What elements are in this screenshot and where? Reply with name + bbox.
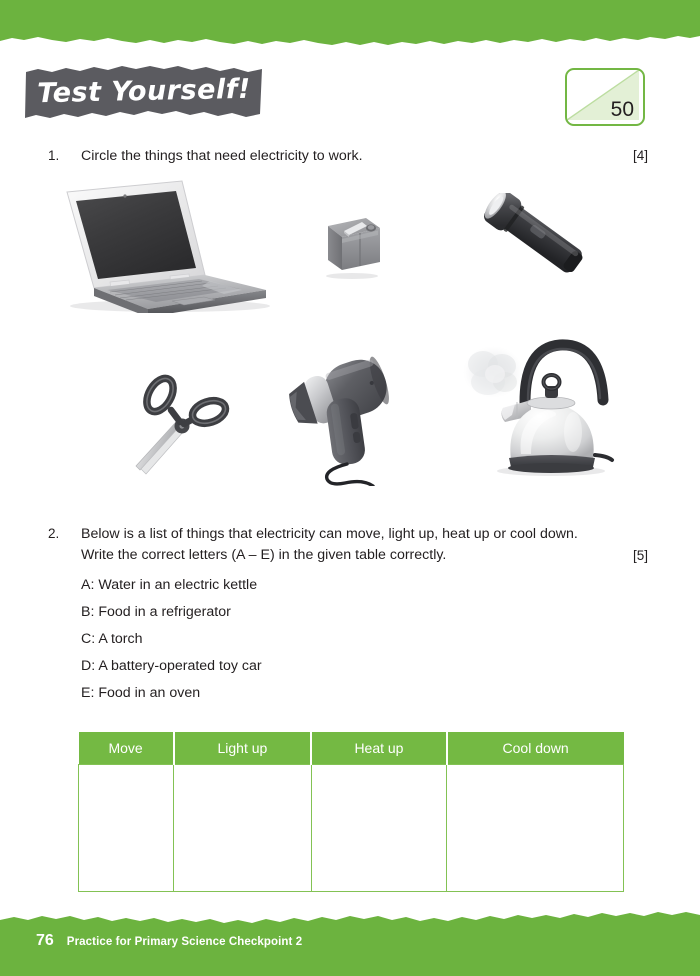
top-decorative-band: [0, 0, 700, 48]
footer-text: [36, 932, 302, 950]
test-yourself-banner: [24, 64, 264, 120]
laptop-image: [52, 178, 277, 313]
table-header-heat-up: Heat up: [311, 732, 447, 765]
score-box: [565, 68, 645, 126]
list-item: C: A torch: [81, 631, 143, 647]
footer-book-title: Practice for Primary Science Checkpoint 2: [66, 936, 303, 948]
answer-table: [78, 732, 624, 892]
answer-cell-heat-up[interactable]: [311, 765, 447, 892]
page-title: Test Yourself!: [36, 73, 252, 109]
list-item: B: Food in a refrigerator: [81, 604, 231, 620]
torch-image: [478, 193, 598, 298]
answer-cell-move[interactable]: [79, 765, 174, 892]
pencil-sharpener-image: [318, 208, 388, 280]
table-header-light-up: Light up: [174, 732, 312, 765]
question-1-marks: [4]: [632, 148, 648, 163]
question-2-number: 2.: [48, 526, 60, 541]
question-1: [48, 146, 648, 167]
table-header-move: Move: [79, 732, 174, 765]
answer-cell-cool-down[interactable]: [447, 765, 624, 892]
question-2-text: Below is a list of things that electricity can move, light up, heat up or cool down. Write the correct letters (A – E) in the given table correctly.: [81, 526, 578, 563]
list-item: D: A battery-operated toy car: [81, 658, 262, 674]
footer-page-number: 76: [36, 932, 54, 949]
hair-dryer-image: [277, 336, 412, 486]
footer-band: [0, 904, 700, 976]
question-2: [48, 524, 648, 566]
answer-cell-light-up[interactable]: [174, 765, 312, 892]
scissors-image: [132, 374, 237, 479]
table-row: [79, 765, 624, 892]
electric-kettle-image: [455, 330, 625, 490]
question-1-number: 1.: [48, 148, 60, 163]
score-total: 50: [610, 98, 634, 121]
steam: [463, 346, 523, 398]
list-item: A: Water in an electric kettle: [81, 577, 258, 593]
list-item: E: Food in an oven: [81, 685, 201, 701]
question-2-item-list: [81, 572, 262, 707]
table-header-row: [79, 732, 624, 765]
table-header-cool-down: Cool down: [447, 732, 624, 765]
question-2-marks: [5]: [632, 548, 648, 563]
question-1-text: Circle the things that need electricity to work.: [81, 148, 363, 164]
